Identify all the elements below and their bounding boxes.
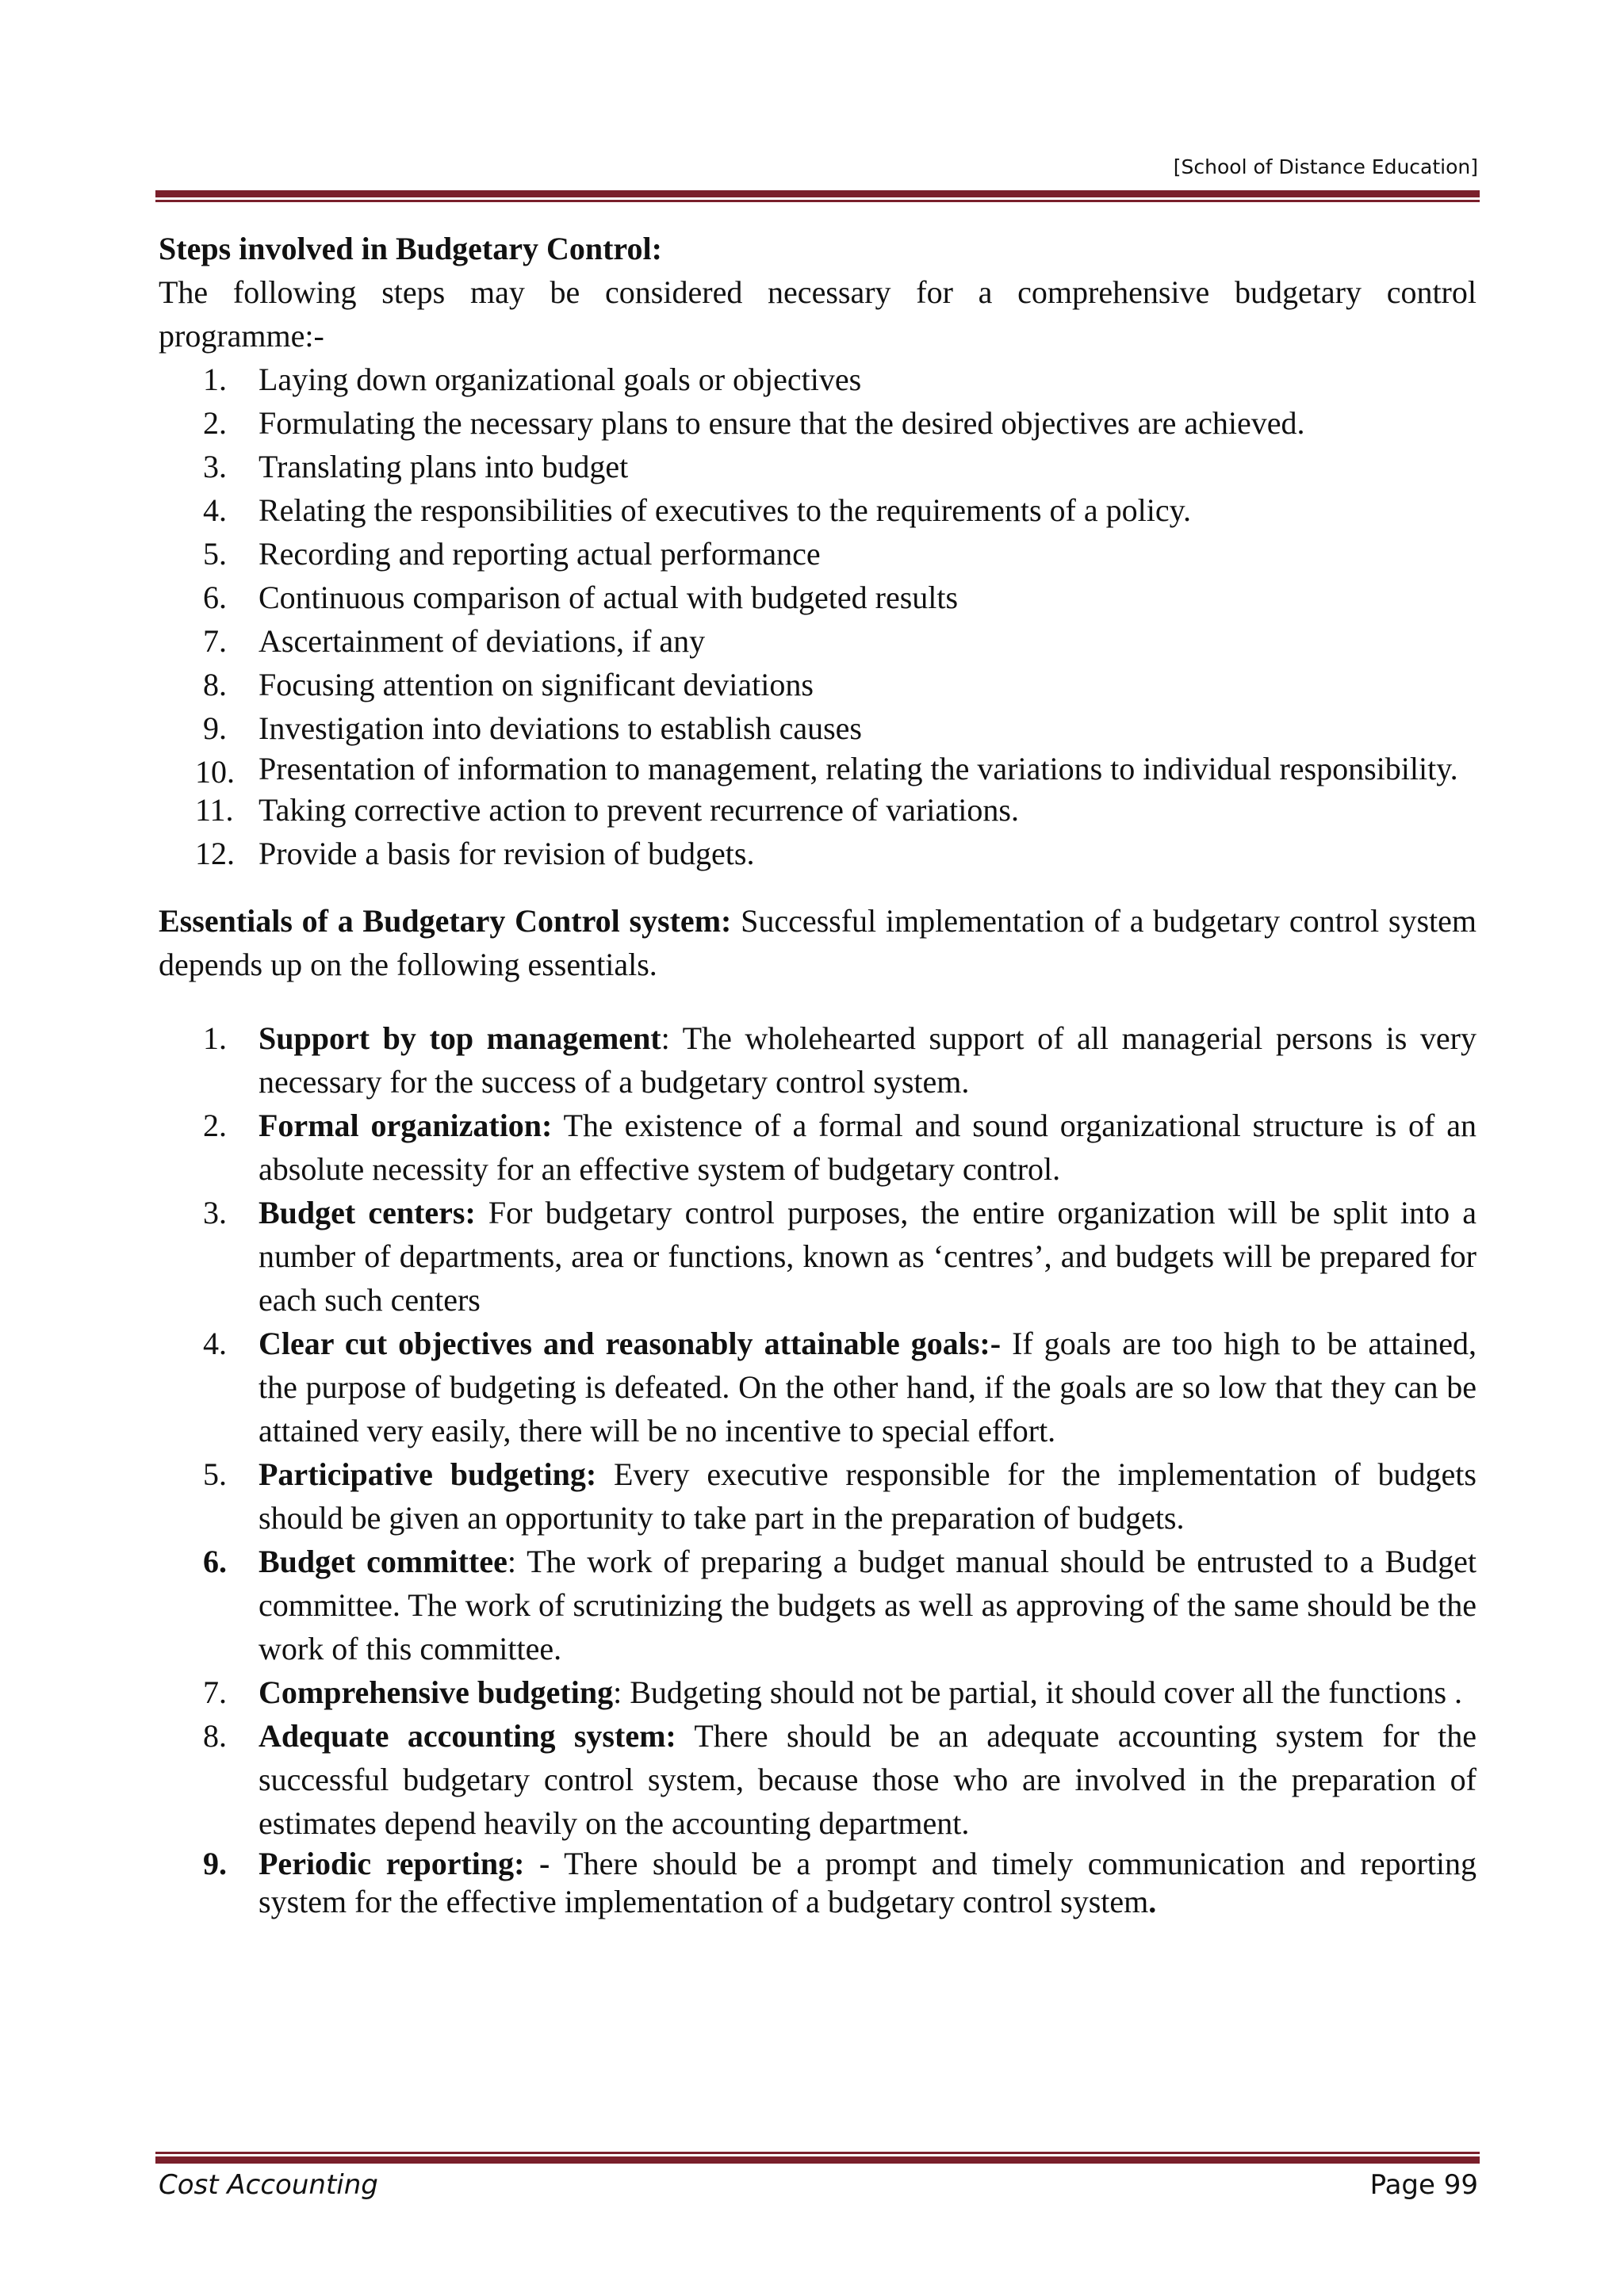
- item-term: Clear cut objectives and reasonably attainable goals:-: [259, 1326, 1002, 1361]
- list-item: [159, 1845, 1477, 1921]
- item-number: 7.: [203, 1674, 227, 1710]
- item-text: Investigation into deviations to establish causes: [259, 710, 862, 746]
- list-item: [159, 401, 1477, 445]
- item-text: Ascertainment of deviations, if any: [259, 623, 706, 659]
- item-number: 1.: [203, 362, 227, 397]
- item-number: 9.: [203, 1846, 227, 1881]
- footer-course-title: Cost Accounting: [159, 2169, 378, 2201]
- essentials-intro-text: Successful implementation of a budgetary control system depends up on the following essentials.: [159, 903, 1477, 982]
- essentials-list: [159, 1016, 1477, 1921]
- item-number: 8.: [203, 1718, 227, 1754]
- item-text: Formulating the necessary plans to ensure that the desired objectives are achieved.: [259, 405, 1305, 441]
- item-number: 3.: [203, 1195, 227, 1230]
- item-text: Translating plans into budget: [259, 449, 629, 484]
- item-text: Every executive responsible for the implementation of budgets should be given an opportunity to take part in the preparation of budgets.: [259, 1456, 1477, 1536]
- steps-list: [159, 358, 1477, 875]
- item-text: Relating the responsibilities of executives to the requirements of a policy.: [259, 492, 1191, 528]
- item-number: 5.: [203, 536, 227, 572]
- list-item: [159, 358, 1477, 401]
- item-term: Support by top management: [259, 1020, 661, 1056]
- list-item: [159, 1322, 1477, 1452]
- item-text: There should be a prompt and timely communication and reporting system for the effective implementation of a budgetary control system: [259, 1846, 1477, 1919]
- list-item: [159, 1670, 1477, 1714]
- item-text: Laying down organizational goals or objectives: [259, 362, 862, 397]
- list-item: [159, 750, 1477, 788]
- item-number: 3.: [203, 449, 227, 484]
- item-text: There should be an adequate accounting system for the successful budgetary control system, because those who are involved in the preparation of estimates depend heavily on the accounting department.: [259, 1718, 1477, 1841]
- list-item: [159, 1016, 1477, 1104]
- footer-rule: [155, 2152, 1480, 2164]
- header-rule: [155, 190, 1480, 202]
- item-number: 1.: [203, 1020, 227, 1056]
- item-term: Periodic reporting: -: [259, 1846, 550, 1881]
- item-number: 2.: [203, 1108, 227, 1143]
- item-text: Provide a basis for revision of budgets.: [259, 836, 755, 871]
- item-number: 6.: [203, 580, 227, 615]
- item-number: 8.: [203, 667, 227, 702]
- essentials-intro: [159, 899, 1477, 986]
- item-number: 11.: [195, 792, 234, 828]
- item-term: Budget centers:: [259, 1195, 476, 1230]
- list-item: [159, 1540, 1477, 1670]
- steps-intro-line1: The following steps may be considered necessary for a comprehensive budgetary control: [159, 274, 1477, 310]
- item-term: Formal organization:: [259, 1108, 553, 1143]
- steps-intro-line2: programme:-: [159, 318, 324, 354]
- item-term: Participative budgeting:: [259, 1456, 597, 1492]
- list-item: [159, 1191, 1477, 1322]
- item-number: 2.: [203, 405, 227, 441]
- item-number: 5.: [203, 1456, 227, 1492]
- list-item: [159, 1452, 1477, 1540]
- page-content: [159, 227, 1477, 1921]
- list-item: [159, 832, 1477, 875]
- item-text: : The wholehearted support of all managerial persons is very necessary for the success of a budgetary control system.: [259, 1020, 1477, 1100]
- running-header: [School of Distance Education]: [1173, 155, 1478, 178]
- item-number: 10.: [195, 754, 235, 790]
- item-text: Taking corrective action to prevent recurrence of variations.: [259, 792, 1019, 828]
- list-item: [159, 1104, 1477, 1191]
- item-text: : The work of preparing a budget manual should be entrusted to a Budget committee. The work of scrutinizing the budgets as well as approving of the same should be the work of this committee.: [259, 1544, 1477, 1667]
- item-text: Presentation of information to management, relating the variations to individual responsibility.: [259, 751, 1458, 786]
- list-item: [159, 576, 1477, 619]
- item-number: 9.: [203, 710, 227, 746]
- item-term: Adequate accounting system:: [259, 1718, 676, 1754]
- list-item: [159, 532, 1477, 576]
- item-number: 6.: [203, 1544, 227, 1579]
- section-title-steps: Steps involved in Budgetary Control:: [159, 231, 662, 266]
- item-number: 12.: [195, 836, 235, 871]
- list-item: [159, 619, 1477, 663]
- footer-page-number: Page 99: [1369, 2169, 1478, 2201]
- item-text: : Budgeting should not be partial, it should cover all the functions .: [613, 1674, 1463, 1710]
- item-text: The existence of a formal and sound organizational structure is of an absolute necessity for an effective system of budgetary control.: [259, 1108, 1477, 1187]
- item-number: 7.: [203, 623, 227, 659]
- item-term: Comprehensive budgeting: [259, 1674, 614, 1710]
- list-item: [159, 488, 1477, 532]
- item-text: Recording and reporting actual performance: [259, 536, 821, 572]
- list-item: [159, 788, 1477, 832]
- list-item: [159, 445, 1477, 488]
- item-text: Continuous comparison of actual with budgeted results: [259, 580, 959, 615]
- item-number: 4.: [203, 492, 227, 528]
- list-item: [159, 663, 1477, 706]
- item-text: Focusing attention on significant deviations: [259, 667, 814, 702]
- list-item: [159, 706, 1477, 750]
- item-text: For budgetary control purposes, the entire organization will be split into a number of departments, area or functions, known as ‘centres’, and budgets will be prepared for each such centers: [259, 1195, 1477, 1318]
- list-item: [159, 1714, 1477, 1845]
- item-tail: .: [1148, 1884, 1157, 1919]
- item-term: Budget committee: [259, 1544, 508, 1579]
- section-title-essentials: Essentials of a Budgetary Control system:: [159, 903, 732, 939]
- item-number: 4.: [203, 1326, 227, 1361]
- item-text: If goals are too high to be attained, the purpose of budgeting is defeated. On the other hand, if the goals are so low that they can be attained very easily, there will be no incentive to special effort.: [259, 1326, 1477, 1448]
